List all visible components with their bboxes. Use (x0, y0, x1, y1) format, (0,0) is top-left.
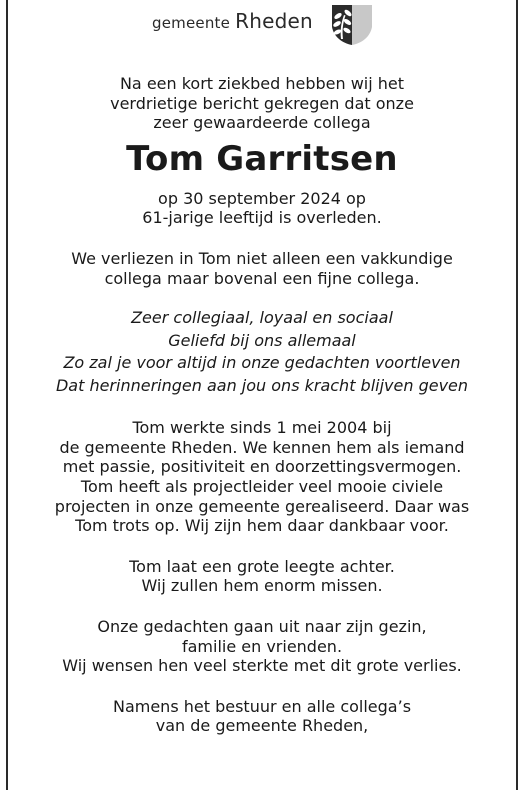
loss-line: We verliezen in Tom niet alleen een vakkundige (71, 248, 453, 268)
deceased-name: Tom Garritsen (126, 138, 398, 179)
emptiness-line: Wij zullen hem enorm missen. (141, 576, 383, 596)
loss-block (8, 249, 516, 288)
poem-line: Dat herinneringen aan jou ons kracht blijven geven (55, 375, 469, 395)
career-line: projecten in onze gemeente gerealiseerd. Daar was (54, 496, 470, 516)
brand-prefix: gemeente (152, 14, 231, 32)
crest-icon (330, 3, 374, 47)
career-line: Tom trots op. Wij zijn hem daar dankbaar voor. (75, 516, 449, 536)
brand-name: Rheden (235, 9, 313, 33)
intro-line: zeer gewaardeerde collega (153, 113, 371, 133)
career-line: de gemeente Rheden. We kennen hem als iemand (59, 437, 465, 457)
thoughts-line: Onze gedachten gaan uit naar zijn gezin, (97, 616, 427, 636)
emptiness-block (8, 557, 516, 596)
intro-block (8, 74, 516, 133)
signature-line: Namens het bestuur en alle collega’s (112, 696, 412, 716)
header (0, 0, 527, 48)
career-line: Tom werkte sinds 1 mei 2004 bij (132, 418, 392, 438)
poem-line: Zeer collegiaal, loyaal en sociaal (131, 308, 393, 328)
emptiness-line: Tom laat een grote leegte achter. (129, 556, 395, 576)
poem-block (8, 307, 516, 397)
death-info-line: op 30 september 2024 op (158, 188, 366, 208)
thoughts-line: Wij wensen hen veel sterkte met dit grote verlies. (62, 656, 462, 676)
signature-line: van de gemeente Rheden, (155, 716, 369, 736)
career-line: Tom heeft als projectleider veel mooie civiele (80, 476, 444, 496)
thoughts-line: familie en vrienden. (181, 636, 343, 656)
career-line: met passie, positiviteit en doorzettingsvermogen. (62, 457, 462, 477)
thoughts-block (8, 617, 516, 676)
loss-line: collega maar bovenal een fijne collega. (104, 268, 420, 288)
notice-body (8, 74, 516, 736)
poem-line: Zo zal je voor altijd in onze gedachten voortleven (63, 353, 461, 373)
death-info-block (8, 189, 516, 228)
career-block (8, 418, 516, 536)
signature-block (8, 697, 516, 736)
intro-line: verdrietige bericht gekregen dat onze (110, 93, 414, 113)
intro-line: Na een kort ziekbed hebben wij het (119, 74, 405, 93)
municipality-brand (152, 9, 313, 33)
poem-line: Geliefd bij ons allemaal (168, 330, 356, 350)
death-info-line: 61-jarige leeftijd is overleden. (142, 208, 382, 228)
